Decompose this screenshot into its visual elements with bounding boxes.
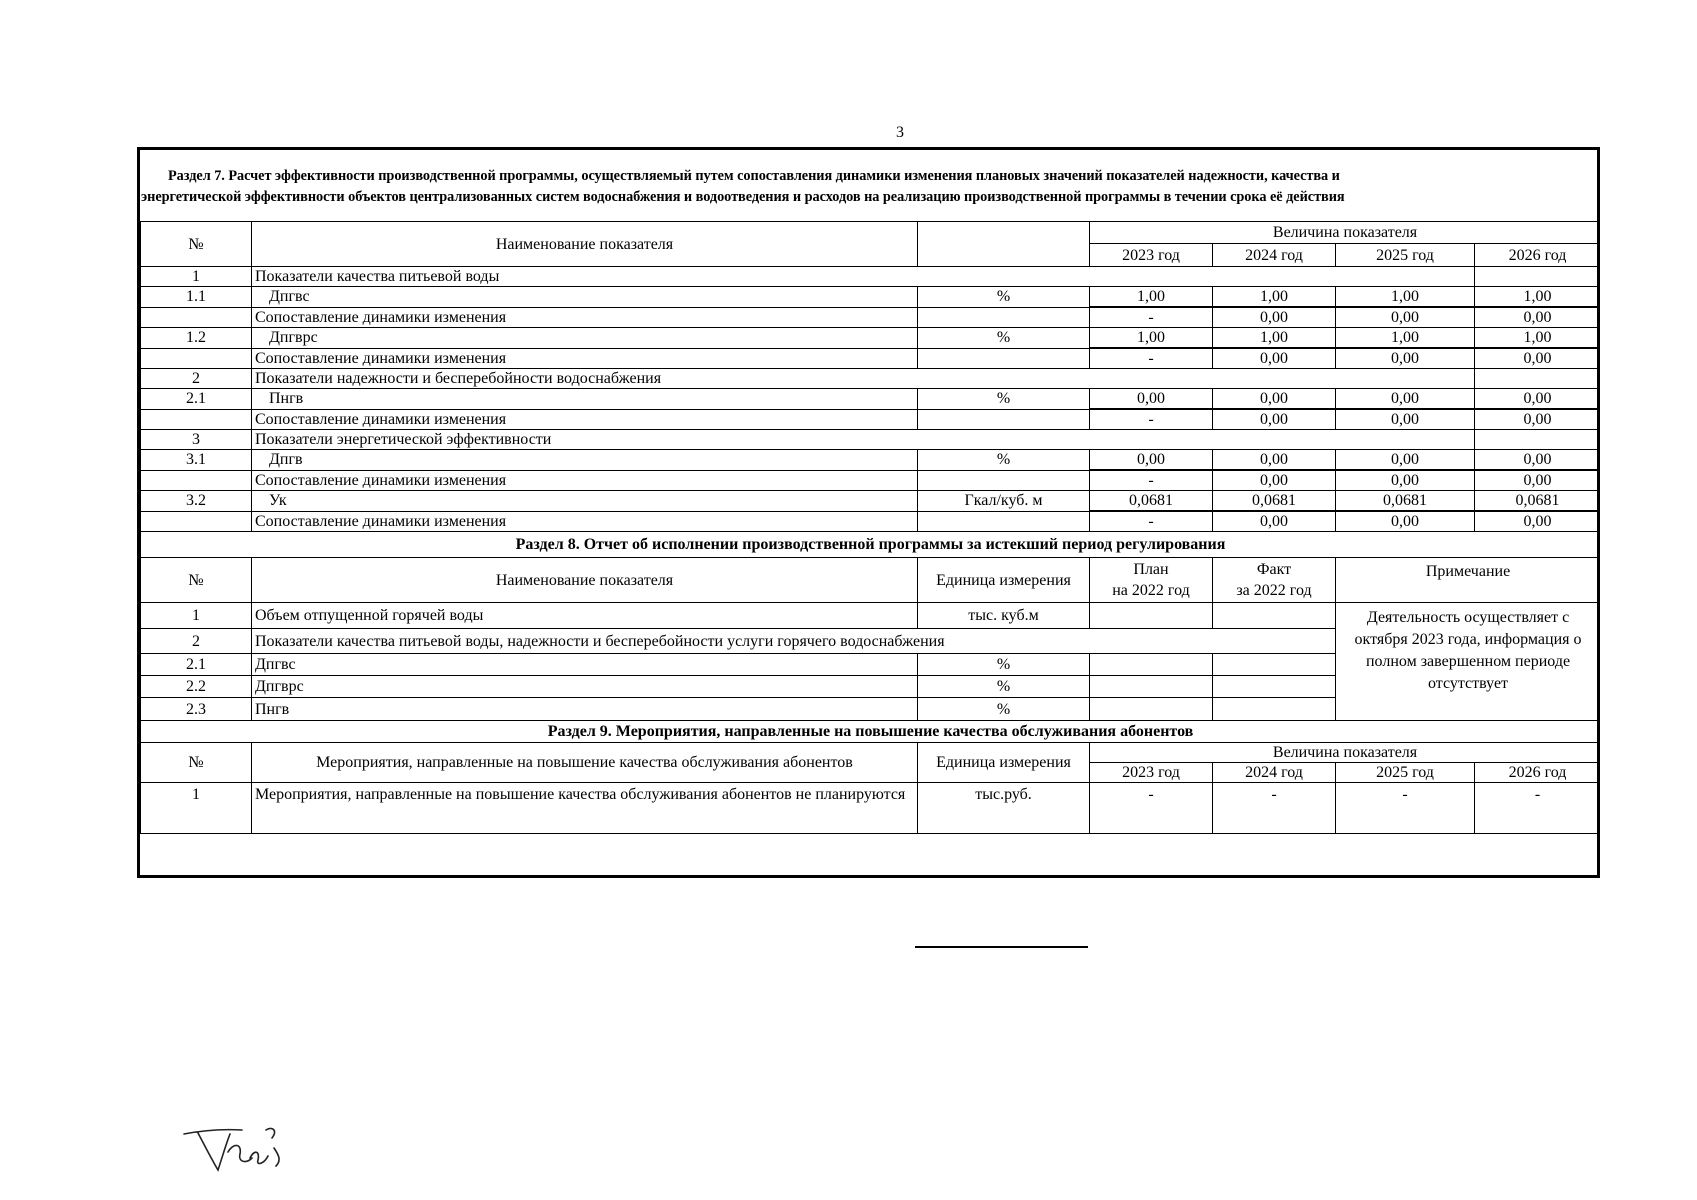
- s7-row-name: Сопоставление динамики изменения: [252, 470, 918, 491]
- s7-row-name: Сопоставление динамики изменения: [252, 409, 918, 430]
- s9-header-name: Мероприятия, направленные на повышение качества обслуживания абонентов: [252, 743, 918, 783]
- s7-row-unit: %: [918, 450, 1090, 471]
- section9-table: [141, 721, 1601, 834]
- s8-header-fact-l2: за 2022 год: [1236, 582, 1312, 599]
- s7-row-value: 0,00: [1090, 389, 1213, 410]
- s7-row-num: 3.1: [141, 450, 252, 471]
- s7-row-name: Сопоставление динамики изменения: [252, 307, 918, 328]
- s8-row: [141, 603, 1601, 629]
- s7-row: [141, 409, 1601, 430]
- s7-row-value: 1,00: [1213, 328, 1336, 349]
- s8-row-unit: тыс. куб.м: [918, 603, 1090, 629]
- s8-row-name: Показатели качества питьевой воды, надежности и бесперебойности услуги горячего водоснабжения: [252, 629, 1336, 654]
- s7-row-value: 0,0681: [1213, 491, 1336, 512]
- s7-row-num: 1.2: [141, 328, 252, 349]
- s7-row-value: 0,0681: [1090, 491, 1213, 512]
- s7-row-num: 3.2: [141, 491, 252, 512]
- s8-header-fact: [1213, 558, 1336, 603]
- s7-row-value: 1,00: [1336, 287, 1475, 308]
- s7-row-value: 0,0681: [1475, 491, 1601, 512]
- s8-header-unit: Единица измерения: [918, 558, 1090, 603]
- s9-header-year: 2023 год: [1090, 763, 1213, 783]
- s7-row-value: 1,00: [1475, 287, 1601, 308]
- s7-row-name: Показатели надежности и бесперебойности водоснабжения: [252, 369, 1475, 389]
- s7-row: [141, 389, 1601, 410]
- s7-row-num: 3: [141, 430, 252, 450]
- s8-row-plan: [1090, 603, 1213, 629]
- section8-title: Раздел 8. Отчет об исполнении производственной программы за истекший период регулирования: [141, 532, 1601, 558]
- s7-row-value: 0,00: [1213, 389, 1336, 410]
- s7-row-num: [141, 348, 252, 369]
- s9-header-year: 2025 год: [1336, 763, 1475, 783]
- s7-header-value: Величина показателя: [1090, 222, 1601, 244]
- s7-row-value: 1,00: [1213, 287, 1336, 308]
- s8-header-plan-l2: на 2022 год: [1112, 582, 1190, 599]
- s7-row-value: 0,00: [1336, 307, 1475, 328]
- s7-row-value: 0,00: [1475, 511, 1601, 532]
- document-table-frame: [137, 147, 1600, 878]
- s9-header-year: 2026 год: [1475, 763, 1601, 783]
- s7-row-empty: [1475, 267, 1601, 287]
- s9-header-value: Величина показателя: [1090, 743, 1601, 763]
- s9-row-name: Мероприятия, направленные на повышение качества обслуживания абонентов не планируются: [252, 783, 918, 834]
- s8-row-unit: %: [918, 654, 1090, 676]
- s7-row-value: 1,00: [1336, 328, 1475, 349]
- s7-row-unit: [918, 348, 1090, 369]
- s9-row-value-2024: -: [1213, 783, 1336, 834]
- s8-row-num: 2.3: [141, 698, 252, 721]
- s7-row-unit: [918, 470, 1090, 491]
- s8-header-name: Наименование показателя: [252, 558, 918, 603]
- s7-row-value: 0,00: [1213, 409, 1336, 430]
- s7-row-num: [141, 307, 252, 328]
- main-table: [140, 221, 1600, 834]
- handwritten-signature: [180, 1120, 290, 1180]
- s7-row-name: Дпгв: [252, 450, 918, 471]
- s7-row: [141, 430, 1601, 450]
- s7-row-num: [141, 511, 252, 532]
- section7-title: [140, 150, 1597, 221]
- s7-row: [141, 470, 1601, 491]
- s7-header-year: 2023 год: [1090, 244, 1213, 267]
- s7-row-unit: %: [918, 328, 1090, 349]
- s7-row-value: -: [1090, 511, 1213, 532]
- s8-header-plan: [1090, 558, 1213, 603]
- s8-header-note: Примечание: [1336, 558, 1601, 603]
- s7-row-num: 2: [141, 369, 252, 389]
- s8-row-name: Пнгв: [252, 698, 918, 721]
- s7-row-value: 0,00: [1475, 348, 1601, 369]
- s7-row-value: 0,00: [1336, 511, 1475, 532]
- s7-row-unit: [918, 409, 1090, 430]
- s7-row-empty: [1475, 369, 1601, 389]
- s7-row-value: 0,00: [1336, 409, 1475, 430]
- s7-row-value: 0,00: [1336, 389, 1475, 410]
- s7-row-name: Ук: [252, 491, 918, 512]
- s8-row-unit: %: [918, 676, 1090, 698]
- s8-row-num: 2.1: [141, 654, 252, 676]
- section8-table: [141, 532, 1601, 721]
- s7-row-unit: [918, 307, 1090, 328]
- s7-row-value: 0,00: [1336, 348, 1475, 369]
- s9-header-year: 2024 год: [1213, 763, 1336, 783]
- s7-row-name: Сопоставление динамики изменения: [252, 348, 918, 369]
- s7-row-value: -: [1090, 348, 1213, 369]
- s7-row-value: 1,00: [1475, 328, 1601, 349]
- s7-row-unit: %: [918, 389, 1090, 410]
- s7-row-num: 2.1: [141, 389, 252, 410]
- s7-row-value: -: [1090, 409, 1213, 430]
- s7-row-value: 1,00: [1090, 287, 1213, 308]
- s7-row-num: [141, 409, 252, 430]
- s8-row-plan: [1090, 654, 1213, 676]
- s8-header-fact-l1: Факт: [1256, 561, 1292, 578]
- s9-row-value-2026: -: [1475, 783, 1601, 834]
- s7-row-name: Дпгврс: [252, 328, 918, 349]
- s9-header-unit: Единица измерения: [918, 743, 1090, 783]
- s7-row-value: 0,00: [1475, 470, 1601, 491]
- s7-row-value: -: [1090, 307, 1213, 328]
- s7-row-value: 0,0681: [1336, 491, 1475, 512]
- s7-row-value: 0,00: [1336, 450, 1475, 471]
- s8-row-name: Дпгвс: [252, 654, 918, 676]
- s8-row-name: Дпгврс: [252, 676, 918, 698]
- s7-row-num: 1.1: [141, 287, 252, 308]
- s7-row-name: Показатели качества питьевой воды: [252, 267, 1475, 287]
- s7-row: [141, 267, 1601, 287]
- s7-row-name: Показатели энергетической эффективности: [252, 430, 1475, 450]
- s8-row-fact: [1213, 676, 1336, 698]
- s8-row-fact: [1213, 603, 1336, 629]
- s7-row-name: Сопоставление динамики изменения: [252, 511, 918, 532]
- s9-row-num: 1: [141, 783, 252, 834]
- section7-title-line2: энергетической эффективности объектов централизованных систем водоснабжения и водоотведения и расходов на реализацию производственной программы в течении срока её действия: [141, 189, 1345, 205]
- s7-row-name: Дпгвс: [252, 287, 918, 308]
- s7-header-unit: [918, 222, 1090, 267]
- s8-row-plan: [1090, 698, 1213, 721]
- section7-table: [141, 222, 1601, 532]
- s7-row: [141, 287, 1601, 308]
- s7-row-num: 1: [141, 267, 252, 287]
- s8-row-num: 2: [141, 629, 252, 654]
- page-number: 3: [896, 124, 904, 141]
- s8-row-unit: %: [918, 698, 1090, 721]
- s9-header-num: №: [141, 743, 252, 783]
- s7-row-name: Пнгв: [252, 389, 918, 410]
- s9-row-value-2023: -: [1090, 783, 1213, 834]
- s7-row-num: [141, 470, 252, 491]
- s7-row-unit: %: [918, 287, 1090, 308]
- s7-row: [141, 307, 1601, 328]
- s9-row-unit: тыс.руб.: [918, 783, 1090, 834]
- s7-row-value: 0,00: [1090, 450, 1213, 471]
- s8-row-name: Объем отпущенной горячей воды: [252, 603, 918, 629]
- s7-row-value: 0,00: [1475, 409, 1601, 430]
- s7-row-unit: [918, 511, 1090, 532]
- s7-row: [141, 328, 1601, 349]
- s7-row-value: 0,00: [1213, 470, 1336, 491]
- s7-row-value: 0,00: [1475, 450, 1601, 471]
- s8-header-plan-l1: План: [1133, 561, 1169, 578]
- section9-title: Раздел 9. Мероприятия, направленные на повышение качества обслуживания абонентов: [141, 721, 1601, 743]
- s7-row-value: 0,00: [1213, 450, 1336, 471]
- s7-header-num: №: [141, 222, 252, 267]
- s7-row-empty: [1475, 430, 1601, 450]
- footer-separator-line: [915, 946, 1088, 948]
- s8-row-fact: [1213, 654, 1336, 676]
- section7-title-line1: Раздел 7. Расчет эффективности производственной программы, осуществляемый путем сопоставления динамики изменения плановых значений показателей надежности, качества и: [168, 168, 1340, 184]
- s7-row-value: 0,00: [1213, 511, 1336, 532]
- s7-row: [141, 450, 1601, 471]
- s9-row-value-2025: -: [1336, 783, 1475, 834]
- s7-row-unit: Гкал/куб. м: [918, 491, 1090, 512]
- s8-row-num: 1: [141, 603, 252, 629]
- s7-row: [141, 348, 1601, 369]
- s8-header-num: №: [141, 558, 252, 603]
- s7-row: [141, 491, 1601, 512]
- s7-header-name: Наименование показателя: [252, 222, 918, 267]
- s7-header-year: 2026 год: [1475, 244, 1601, 267]
- s7-row-value: 0,00: [1213, 307, 1336, 328]
- s7-row-value: 0,00: [1336, 470, 1475, 491]
- s8-row-fact: [1213, 698, 1336, 721]
- s7-row-value: 0,00: [1475, 389, 1601, 410]
- s8-note: Деятельность осуществляет с октября 2023 года, информация о полном завершенном периоде отсутствует: [1336, 603, 1601, 721]
- s7-row-value: -: [1090, 470, 1213, 491]
- s8-row-num: 2.2: [141, 676, 252, 698]
- s8-row-plan: [1090, 676, 1213, 698]
- s7-header-year: 2025 год: [1336, 244, 1475, 267]
- s7-header-year: 2024 год: [1213, 244, 1336, 267]
- s7-row-value: 0,00: [1213, 348, 1336, 369]
- s7-row-value: 0,00: [1475, 307, 1601, 328]
- s7-row: [141, 369, 1601, 389]
- s7-row-value: 1,00: [1090, 328, 1213, 349]
- s7-row: [141, 511, 1601, 532]
